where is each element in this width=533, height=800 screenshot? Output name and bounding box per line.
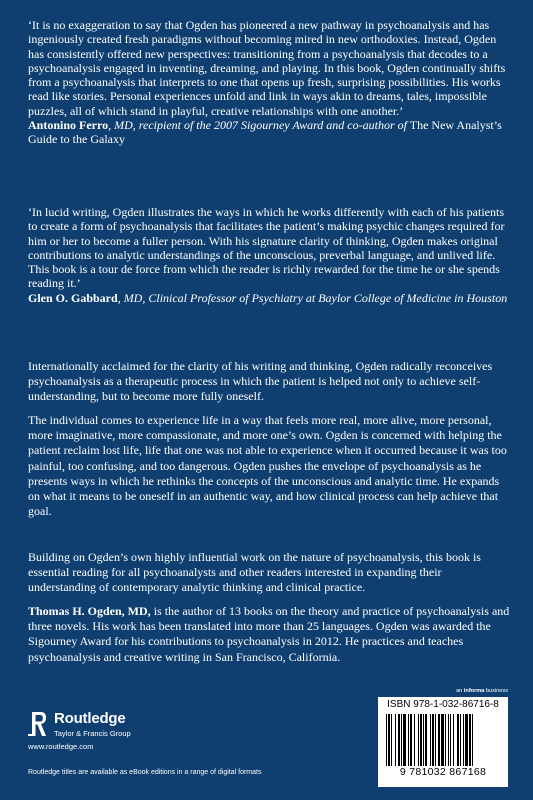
publisher-group: Taylor & Francis Group	[54, 729, 131, 738]
isbn-barcode	[378, 697, 508, 787]
endorser-credentials: , MD, Clinical Professor of Psychiatry at Baylor College of Medicine in Houston	[117, 290, 508, 305]
routledge-r-icon	[28, 710, 48, 738]
description-paragraph-3: Building on Ogden’s own highly influential work on the nature of psychoanalysis, this book is essential reading for all psychoanalysts and other readers interested in expanding their understanding of contemporary analytic thinking and clinical practice.	[28, 550, 481, 595]
description-paragraph-1: Internationally acclaimed for the clarity of his writing and thinking, Ogden radically reconceives psychoanalysis as a therapeutic process in which the patient is helped not only to achieve self-understanding, but to become more fully oneself.	[28, 359, 493, 404]
author-name: Thomas H. Ogden, MD,	[28, 604, 151, 618]
endorsement-gabbard	[28, 205, 508, 305]
endorsement-quote: ‘In lucid writing, Ogden illustrates the ways in which he works differently with each of his patients to create a form of psychoanalysis that facilitates the patient’s making psychic changes required for him or her to become a fuller person. With his signature clarity of thinking, Ogden makes original contributions to analytic understandings of the unconscious, preverbal language, and unlived life. This book is a tour de force from which the reader is richly rewarded for the time he or she spends reading it.’	[28, 205, 505, 291]
informa-brand: informa	[463, 688, 485, 694]
publisher-name: Routledge	[54, 710, 126, 727]
ebook-availability-note: Routledge titles are available as eBook editions in a range of digital formats	[28, 769, 262, 776]
endorser-name: Glen O. Gabbard	[28, 290, 118, 305]
endorsement-attribution	[28, 118, 508, 147]
endorsement-attribution	[28, 291, 508, 305]
isbn-label: ISBN 978-1-032-86716-8	[387, 699, 499, 710]
author-bio-text: is the author of 13 books on the theory and practice of psychoanalysis and three novels. His work has been translated into more than 25 languages. Ogden was awarded the Sigourney Award for his contributions to psychoanalysis in 2012. He practices and teaches psychoanalysis and creative writing in San Francisco, California.	[28, 604, 510, 664]
description-paragraph-2: The individual comes to experience life in a way that feels more real, more alive, more personal, more imaginative, more compassionate, and more one’s own. Ogden is concerned with helping the patient reclaim lost life, life that one was not able to experience when it occurred because it was too painful, too confusing, and too dangerous. Ogden pushes the envelope of psychoanalysis as he presents ways in which he rethinks the concepts of the unconscious and analytic time. He expands on what it means to be oneself in an authentic way, and how clinical process can help achieve that goal.	[28, 413, 507, 519]
publisher-website-link[interactable]: www.routledge.com	[28, 742, 94, 751]
endorser-name: Antonino Ferro	[28, 118, 109, 133]
endorsement-ferro	[28, 18, 508, 147]
barcode-digits: 9 781032 867168	[399, 766, 487, 778]
author-bio	[28, 604, 512, 665]
endorser-book-title: The New Analyst’s Guide to the Galaxy	[28, 118, 502, 147]
endorser-credentials: , MD, recipient of the 2007 Sigourney Award and co-author of	[108, 118, 407, 133]
informa-business-label: an informa business	[456, 688, 508, 694]
barcode-bars	[384, 714, 502, 766]
endorsement-quote: ‘It is no exaggeration to say that Ogden has pioneered a new pathway in psychoanalysis and has ingeniously created fresh paradigms without becoming mired in new orthodoxies. Instead, Ogden has consistently offered new perspectives: transitioning from a psychoanalysis that decodes to a psychoanalysis engaged in inventing, dreaming, and playing. In this book, Ogden continually shifts from a psychoanalysis that interprets to one that opens up fresh, surprising possibilities. His works read like stories. Personal experiences unfold and link in ways akin to dreams, tales, impossible puzzles, all of which stand in playful, creative relationships with one another.’	[28, 18, 506, 118]
